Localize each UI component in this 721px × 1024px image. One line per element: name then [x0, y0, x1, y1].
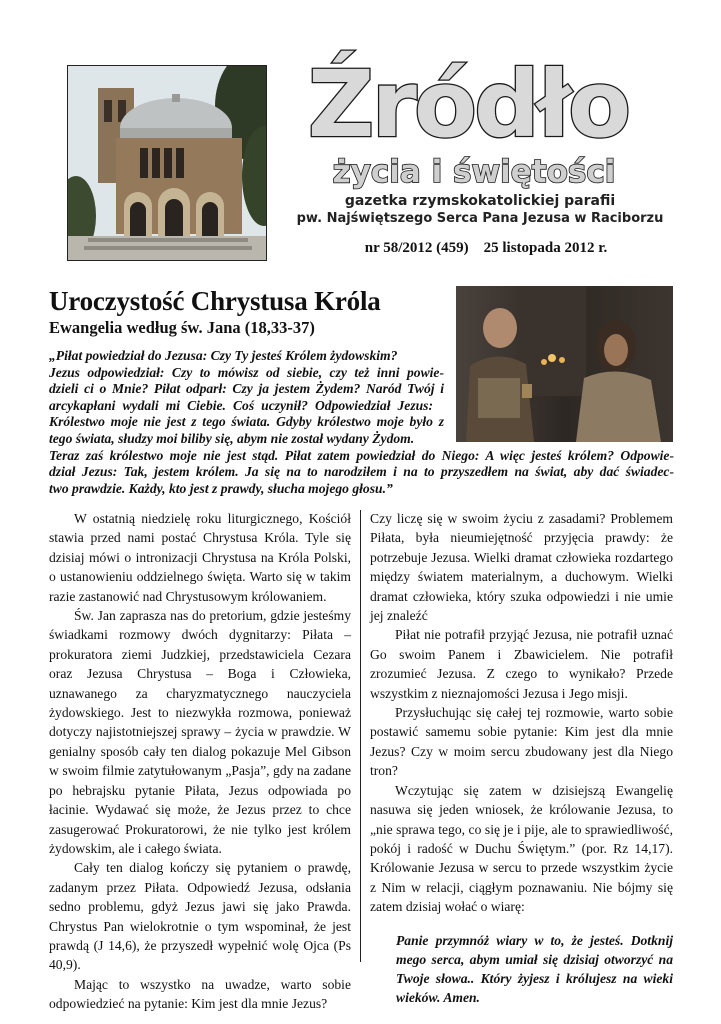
gospel-line: dział Jezus: Tak, jestem królem. Ja się na to narodziłem i na to przyszedłem na świat, aby dać świadec-: [49, 464, 674, 480]
column-divider: [360, 510, 361, 962]
issue-number-date: nr 58/2012 (459) 25 listopada 2012 r.: [364, 240, 608, 256]
gospel-line: Królestwo moje nie jest z tego świata. Gdyby królestwo moje było z: [49, 414, 444, 430]
masthead-title: Źródło: [307, 51, 629, 156]
paragraph: Św. Jan zaprasza nas do pretorium, gdzie jesteśmy świadkami rozmowy dwóch dygnitarzy: Piłata – prokuratora ziemi Judzkiej, przedstawiciela Cezara oraz Jezusa Chrystusa – Boga i Człowieka, uznawanego za charyzmatycznego nauczyciela żydowskiego. Jest to niezwykła rozmowa, ponieważ dotyczy najistotniejszej sprawy – życia w prawdzie. W genialny sposób cały ten dialog pokazuje Mel Gibson w swoim filmie zatytułowanym „Pasja”, gdy na zadane po hebrajsku pytanie Piłata, Jezus odpowiada po łacinie. Wydawać się może, że Jezus przez to chce zasugerować Prokuratorowi, że nie tylko jest królem żydowskim, ale i całego świata.: [49, 608, 351, 856]
article-subtitle: Ewangelia według św. Jana (18,33-37): [49, 318, 315, 337]
org-line-parish: gazetka rzymskokatolickiej parafii: [344, 193, 616, 209]
paragraph: W ostatnią niedzielę roku liturgicznego, Kościół stawia przed nami postać Chrystusa Króla. Tyle się dzisiaj mówi o intronizacji Chrystusa na Króla Polski, o ustanowieniu oddzielnego święta. Warto się w takim razie zastanowić nad Chrystusowym królowaniem.: [49, 511, 351, 604]
masthead-subtitle-logo: [286, 148, 646, 196]
masthead-subtitle: życia i świętości: [332, 154, 616, 190]
gospel-line: arcykapłani wydali mi Ciebie. Coś uczynił? Odpowiedział Jezus:: [49, 397, 433, 413]
article-column-right: [370, 509, 673, 1007]
gospel-line: tego świata, słudzy moi biliby się, abym nie został wydany Żydom.: [49, 431, 415, 446]
masthead: [286, 48, 646, 208]
paragraph: Mając to wszystko na uwadze, warto sobie odpowiedzieć na pytanie: Kim jest dla mnie Jezus?: [49, 976, 351, 1012]
film-still-photo: [456, 286, 673, 442]
film-still-illustration: [456, 286, 673, 442]
gospel-line: „Piłat powiedział do Jezusa: Czy Ty jesteś Królem żydowskim?: [49, 348, 398, 363]
masthead-logo: [286, 48, 646, 156]
paragraph: Cały ten dialog kończy się pytaniem o prawdę, zadanym przez Piłata. Odpowiedź Jezusa, odsłania sedno problemu, gdyż Jezus jawi się jako Prawda. Chrystus Pan wielokrotnie o tym wspominał, że jest prawdą (J 14,6), że przyszedł wypełnić wolę Ojca (Ps 40,9).: [49, 860, 351, 973]
org-line-dedication: pw. Najświętszego Serca Pana Jezusa w Raciborzu: [296, 211, 664, 226]
paragraph: Wczytując się zatem w dzisiejszą Ewangelię nasuwa się jeden wniosek, że królowanie Jezusa, to „nie sprawa tego, co się je i pije, ale to sprawiedliwość, pokój i radość w Duchu Świętym.” (por. Rz 14,17). Królowanie Jezusa w sercu to przede wszystkim życie z Nim w relacji, ciągłym poznawaniu. Nie bójmy się zatem dzisiaj wołać o wiarę:: [370, 782, 673, 915]
article-column-left: [49, 509, 351, 1014]
church-illustration: [68, 66, 267, 261]
paragraph: Piłat nie potrafił przyjąć Jezusa, nie potrafił uznać Go swoim Panem i Zbawicielem. Nie potrafił zrozumieć Jezusa. Z czego to wynikało? Przede wszystkim z nieznajomości Jezusa i Jego misji.: [370, 627, 673, 701]
gospel-line: Teraz zaś królestwo moje nie jest stąd. Piłat zatem powiedział do Niego: A więc jesteś królem? Odpowie-: [49, 447, 674, 463]
closing-prayer: Panie przymnóż wiary w to, że jesteś. Dotknij mego serca, abym umiał się dzisiaj otworzyć na Twoje słowa.. Który żyjesz i królujesz na wieki wieków. Amen.: [396, 932, 673, 1005]
gospel-line: Jezus odpowiedział: Czy to mówisz od siebie, czy też inni powie-: [49, 364, 444, 380]
gospel-line: dzieli ci o Mnie? Piłat odparł: Czy ja jestem Żydem? Naród Twój i: [49, 381, 444, 397]
gospel-line: two prawdzie. Każdy, kto jest z prawdy, słucha mojego głosu.”: [49, 480, 393, 496]
paragraph: Czy liczę się w swoim życiu z zasadami? Problemem Piłata, była nieumiejętność przyjęcia prawdy: że potrzebuje Jezusa. Wielki dramat człowieka rozdartego między światem materialnym, a duchowym. Wielki dramat człowieka, który szuka odpowiedzi i nie umie jej znaleźć: [370, 511, 673, 624]
paragraph: Przysłuchując się całej tej rozmowie, warto sobie postawić samemu sobie pytanie: Kim jest dla mnie Jezus? Czy w moim sercu zbudowany jest dla Niego tron?: [370, 705, 673, 779]
article-title: Uroczystość Chrystusa Króla: [49, 286, 381, 316]
church-photo: [67, 65, 267, 261]
